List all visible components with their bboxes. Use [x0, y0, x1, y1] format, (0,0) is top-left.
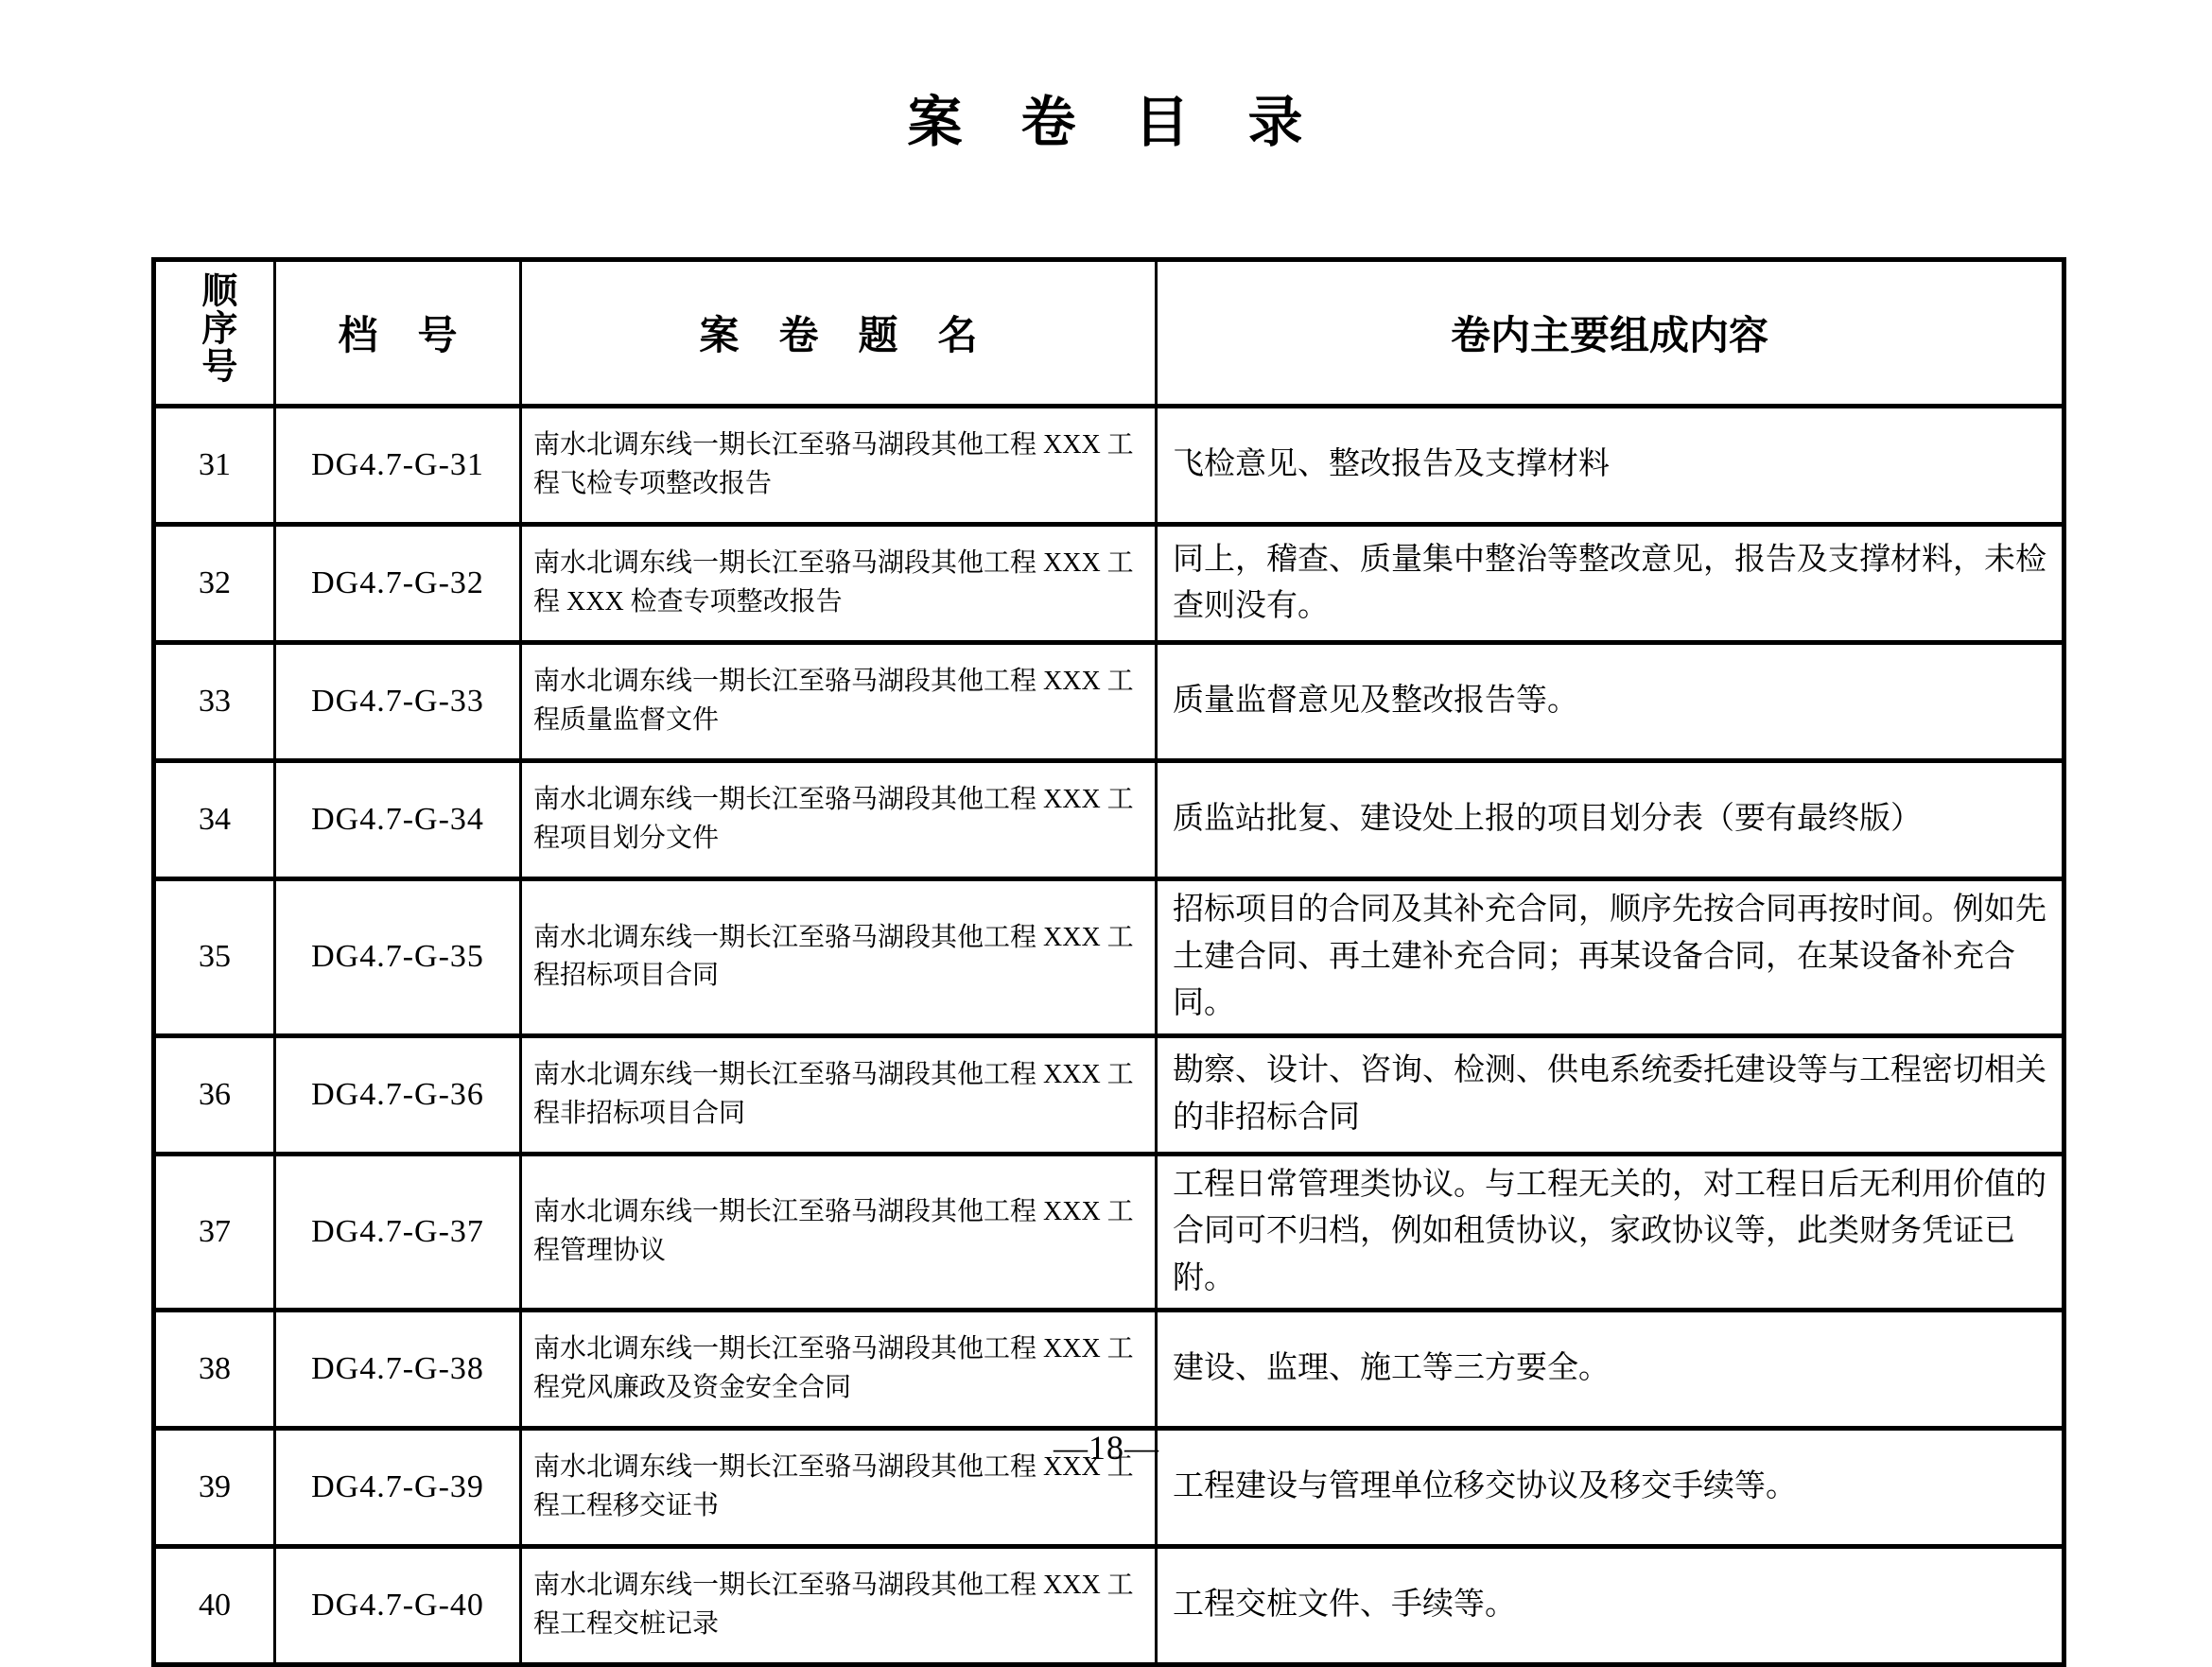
cell-main-contents: 勘察、设计、咨询、检测、供电系统委托建设等与工程密切相关的非招标合同 — [1157, 1035, 2064, 1154]
cell-sequence-number: 40 — [154, 1547, 275, 1665]
cell-sequence-number: 35 — [154, 879, 275, 1036]
cell-file-number: DG4.7-G-35 — [275, 879, 521, 1036]
column-header-seq-label: 顺序号 — [195, 271, 235, 385]
table-row — [154, 1035, 2064, 1154]
cell-file-number: DG4.7-G-36 — [275, 1035, 521, 1154]
cell-sequence-number: 31 — [154, 407, 275, 525]
cell-sequence-number: 37 — [154, 1154, 275, 1311]
table-row — [154, 1547, 2064, 1665]
cell-main-contents: 招标项目的合同及其补充合同，顺序先按合同再按时间。例如先土建合同、再土建补充合同；再某设备合同，在某设备补充合同。 — [1157, 879, 2064, 1036]
cell-main-contents: 质量监督意见及整改报告等。 — [1157, 643, 2064, 761]
cell-file-number: DG4.7-G-32 — [275, 525, 521, 643]
cell-case-title: 南水北调东线一期长江至骆马湖段其他工程 XXX 工程非招标项目合同 — [521, 1035, 1157, 1154]
cell-file-number: DG4.7-G-33 — [275, 643, 521, 761]
cell-main-contents: 建设、监理、施工等三方要全。 — [1157, 1311, 2064, 1429]
cell-file-number: DG4.7-G-31 — [275, 407, 521, 525]
cell-case-title: 南水北调东线一期长江至骆马湖段其他工程 XXX 工程党风廉政及资金安全合同 — [521, 1311, 1157, 1429]
cell-main-contents: 工程建设与管理单位移交协议及移交手续等。 — [1157, 1429, 2064, 1547]
cell-case-title: 南水北调东线一期长江至骆马湖段其他工程 XXX 工程招标项目合同 — [521, 879, 1157, 1036]
cell-file-number: DG4.7-G-40 — [275, 1547, 521, 1665]
cell-case-title: 南水北调东线一期长江至骆马湖段其他工程 XXX 工程 XXX 检查专项整改报告 — [521, 525, 1157, 643]
cell-file-number: DG4.7-G-34 — [275, 761, 521, 879]
cell-main-contents: 同上，稽查、质量集中整治等整改意见，报告及支撑材料，未检查则没有。 — [1157, 525, 2064, 643]
column-header-contents: 卷内主要组成内容 — [1157, 260, 2064, 407]
cell-case-title: 南水北调东线一期长江至骆马湖段其他工程 XXX 工程质量监督文件 — [521, 643, 1157, 761]
table-row — [154, 1154, 2064, 1311]
cell-sequence-number: 34 — [154, 761, 275, 879]
cell-case-title: 南水北调东线一期长江至骆马湖段其他工程 XXX 工程管理协议 — [521, 1154, 1157, 1311]
cell-file-number: DG4.7-G-38 — [275, 1311, 521, 1429]
cell-sequence-number: 36 — [154, 1035, 275, 1154]
catalog-table-body — [154, 407, 2064, 1665]
table-row — [154, 879, 2064, 1036]
table-header-row — [154, 260, 2064, 407]
cell-main-contents: 质监站批复、建设处上报的项目划分表（要有最终版） — [1157, 761, 2064, 879]
column-header-seq — [154, 260, 275, 407]
cell-main-contents: 工程交桩文件、手续等。 — [1157, 1547, 2064, 1665]
cell-sequence-number: 39 — [154, 1429, 275, 1547]
cell-file-number: DG4.7-G-39 — [275, 1429, 521, 1547]
cell-case-title: 南水北调东线一期长江至骆马湖段其他工程 XXX 工程工程移交证书 — [521, 1429, 1157, 1547]
page-title: 案 卷 目 录 — [907, 92, 1305, 153]
table-row — [154, 407, 2064, 525]
column-header-title: 案 卷 题 名 — [521, 260, 1157, 407]
cell-sequence-number: 38 — [154, 1311, 275, 1429]
table-row — [154, 1311, 2064, 1429]
table-row — [154, 643, 2064, 761]
table-row — [154, 525, 2064, 643]
page-number: —18— — [1054, 1429, 1159, 1467]
cell-case-title: 南水北调东线一期长江至骆马湖段其他工程 XXX 工程工程交桩记录 — [521, 1547, 1157, 1665]
cell-main-contents: 工程日常管理类协议。与工程无关的，对工程日后无利用价值的合同可不归档，例如租赁协议，家政协议等，此类财务凭证已附。 — [1157, 1154, 2064, 1311]
cell-main-contents: 飞检意见、整改报告及支撑材料 — [1157, 407, 2064, 525]
cell-sequence-number: 33 — [154, 643, 275, 761]
table-row — [154, 761, 2064, 879]
cell-file-number: DG4.7-G-37 — [275, 1154, 521, 1311]
column-header-file-no: 档 号 — [275, 260, 521, 407]
cell-case-title: 南水北调东线一期长江至骆马湖段其他工程 XXX 工程项目划分文件 — [521, 761, 1157, 879]
cell-sequence-number: 32 — [154, 525, 275, 643]
cell-case-title: 南水北调东线一期长江至骆马湖段其他工程 XXX 工程飞检专项整改报告 — [521, 407, 1157, 525]
